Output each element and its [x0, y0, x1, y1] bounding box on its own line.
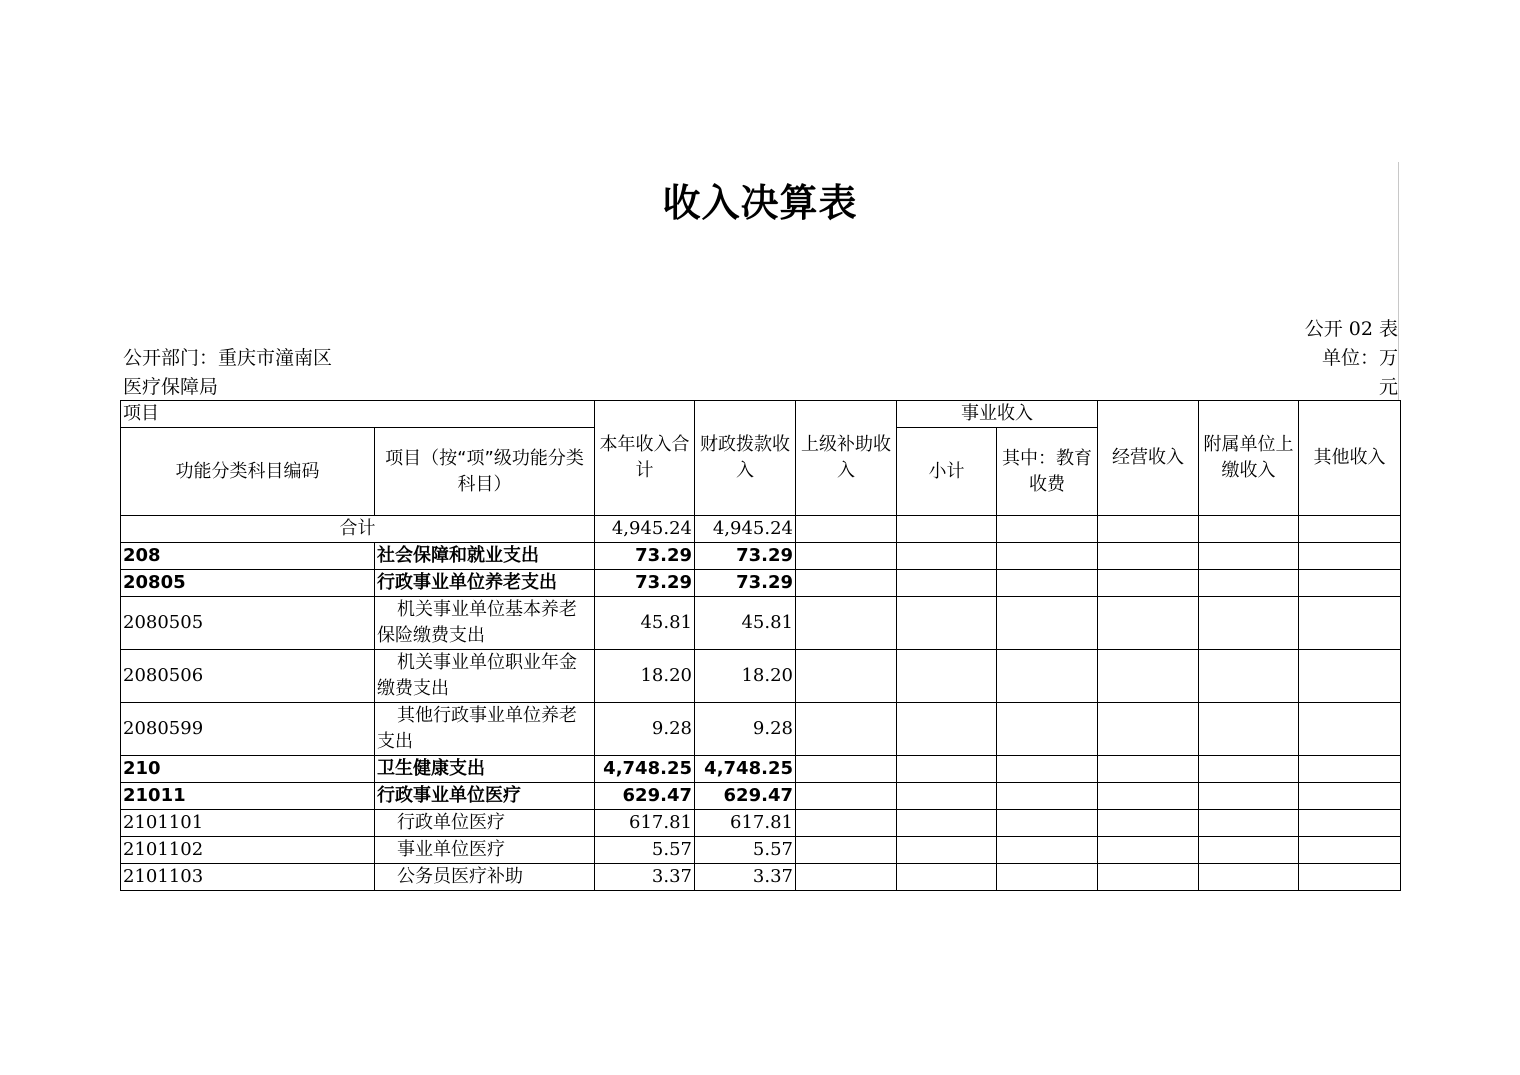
- row-total: 4,748.25: [595, 756, 695, 783]
- row-fiscal: 5.57: [695, 837, 796, 864]
- row-code: 2101101: [121, 810, 375, 837]
- row-code: 20805: [121, 570, 375, 597]
- page-title: 收入决算表: [662, 181, 858, 225]
- row-total: 629.47: [595, 783, 695, 810]
- table-row: [121, 703, 1401, 756]
- row-name: 公务员医疗补助: [375, 864, 595, 891]
- row-total: 3.37: [595, 864, 695, 891]
- row-name: [375, 703, 595, 756]
- row-total: 18.20: [595, 650, 695, 703]
- income-table: [120, 400, 1401, 891]
- header-affiliated: 附属单位上缴收入: [1199, 401, 1299, 516]
- row-name: 社会保障和就业支出: [375, 543, 595, 570]
- row-code: 2101103: [121, 864, 375, 891]
- row-fiscal: 18.20: [695, 650, 796, 703]
- table-row: [121, 756, 1401, 783]
- row-code: 2101102: [121, 837, 375, 864]
- row-code: 210: [121, 756, 375, 783]
- header-business: 事业收入: [897, 401, 1098, 428]
- row-fiscal: 3.37: [695, 864, 796, 891]
- row-fiscal: 9.28: [695, 703, 796, 756]
- department-label: 公开部门：重庆市潼南区医疗保障局: [123, 347, 333, 398]
- header-total: 本年收入合计: [595, 401, 695, 516]
- row-name: [375, 650, 595, 703]
- header-row-1: [121, 401, 1401, 428]
- row-fiscal: 45.81: [695, 597, 796, 650]
- total-fiscal: 4,945.24: [695, 516, 796, 543]
- total-label: 合计: [121, 516, 595, 543]
- table-row: [121, 864, 1401, 891]
- row-name: [375, 597, 595, 650]
- row-fiscal: 617.81: [695, 810, 796, 837]
- row-name: 卫生健康支出: [375, 756, 595, 783]
- row-code: 2080505: [121, 597, 375, 650]
- header-operating: 经营收入: [1098, 401, 1199, 516]
- row-total: 45.81: [595, 597, 695, 650]
- row-code: 2080506: [121, 650, 375, 703]
- row-total: 9.28: [595, 703, 695, 756]
- total-amount: 4,945.24: [595, 516, 695, 543]
- row-name: 行政单位医疗: [375, 810, 595, 837]
- unit-label: 单位：万元: [1321, 347, 1398, 398]
- row-name: 行政事业单位医疗: [375, 783, 595, 810]
- row-name: 事业单位医疗: [375, 837, 595, 864]
- row-total: 73.29: [595, 543, 695, 570]
- row-name-text: 其他行政事业单位养老支出: [377, 705, 577, 752]
- row-total: 5.57: [595, 837, 695, 864]
- row-code: 208: [121, 543, 375, 570]
- table-row: [121, 570, 1401, 597]
- table-row: [121, 650, 1401, 703]
- header-project: 项目: [121, 401, 595, 428]
- row-total: 617.81: [595, 810, 695, 837]
- table-row: [121, 783, 1401, 810]
- form-number: 公开 02 表: [1304, 318, 1398, 340]
- header-code: 功能分类科目编码: [121, 428, 375, 516]
- table-row: [121, 810, 1401, 837]
- row-total: 73.29: [595, 570, 695, 597]
- header-superior: 上级补助收入: [796, 401, 897, 516]
- row-fiscal: 73.29: [695, 570, 796, 597]
- header-fiscal: 财政拨款收入: [695, 401, 796, 516]
- table-row: [121, 543, 1401, 570]
- row-fiscal: 73.29: [695, 543, 796, 570]
- row-fiscal: 4,748.25: [695, 756, 796, 783]
- row-name-text: 机关事业单位基本养老保险缴费支出: [377, 599, 577, 646]
- header-other: 其他收入: [1299, 401, 1401, 516]
- row-code: 21011: [121, 783, 375, 810]
- table-row: [121, 837, 1401, 864]
- header-name: 项目（按“项”级功能分类科目）: [375, 428, 595, 516]
- row-name: 行政事业单位养老支出: [375, 570, 595, 597]
- total-row: [121, 516, 1401, 543]
- row-name-text: 机关事业单位职业年金缴费支出: [377, 652, 577, 699]
- row-fiscal: 629.47: [695, 783, 796, 810]
- header-subtotal: 小计: [897, 428, 997, 516]
- header-edu: 其中：教育收费: [997, 428, 1098, 516]
- row-code: 2080599: [121, 703, 375, 756]
- table-row: [121, 597, 1401, 650]
